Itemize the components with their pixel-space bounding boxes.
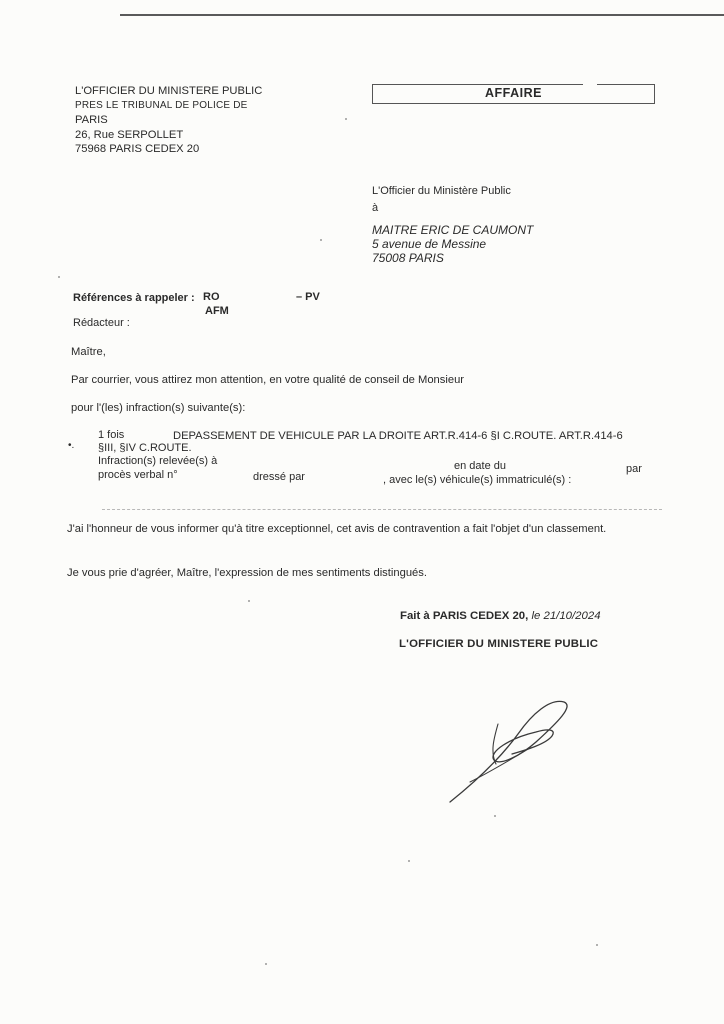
infraction-count: 1 fois [98, 429, 125, 441]
recipient-city: 75008 PARIS [372, 251, 444, 265]
fax-header-line [120, 14, 724, 16]
reference-pv: – PV [296, 291, 320, 303]
references-label [73, 291, 195, 305]
letter-date: 21/10/2024 [543, 610, 601, 622]
scan-speck [58, 276, 60, 278]
from-title-block [372, 183, 511, 217]
sender-line-2: PRES LE TRIBUNAL DE POLICE DE [75, 99, 248, 111]
recipient-address [372, 223, 533, 265]
scan-speck [248, 600, 250, 602]
references-label-text: Références à rappeler : [73, 292, 195, 304]
from-title: L'Officier du Ministère Public [372, 185, 511, 197]
classement-paragraph: J'ai l'honneur de vous informer qu'à titre exceptionnel, cet avis de contravention a fait l'objet d'un classement. [67, 523, 607, 535]
handwritten-signature [440, 690, 600, 810]
infraction-par-label: par [626, 463, 642, 475]
redacteur-label: Rédacteur : [73, 317, 130, 329]
sender-line-3: PARIS [75, 114, 108, 126]
scan-speck [596, 944, 598, 946]
sender-line-1: L'OFFICIER DU MINISTERE PUBLIC [75, 85, 263, 97]
scan-speck [345, 118, 347, 120]
affaire-box [372, 84, 655, 104]
scan-speck [494, 815, 496, 817]
separator-line [102, 509, 662, 510]
to-preposition: à [372, 202, 379, 214]
salutation: Maître, [71, 346, 106, 358]
le-label: le [531, 610, 541, 622]
fait-a-label: Fait à PARIS CEDEX 20, [400, 610, 529, 622]
bullet-marker: •. [68, 440, 75, 451]
infraction-date-label: en date du [454, 460, 506, 472]
closing-formula: Je vous prie d'agréer, Maître, l'expression de mes sentiments distingués. [67, 567, 427, 579]
recipient-name: MAITRE ERIC DE CAUMONT [372, 223, 534, 237]
scan-speck [320, 239, 322, 241]
infractions-intro: pour l'(les) infraction(s) suivante(s): [71, 402, 246, 414]
signer-title: L'OFFICIER DU MINISTERE PUBLIC [399, 638, 599, 650]
proces-verbal-label: procès verbal n° [98, 469, 178, 481]
reference-ro: RO [203, 291, 220, 303]
scan-speck [408, 860, 410, 862]
infraction-releve-label: Infraction(s) relevée(s) à [98, 455, 218, 467]
affaire-label: AFFAIRE [485, 86, 542, 100]
reference-afm: AFM [205, 305, 229, 317]
sender-line-4: 26, Rue SERPOLLET [75, 128, 184, 141]
vehicule-label: , avec le(s) véhicule(s) immatriculé(s) : [383, 474, 572, 486]
sender-address [75, 84, 262, 157]
sender-line-5: 75968 PARIS CEDEX 20 [75, 143, 200, 155]
scan-speck [265, 963, 267, 965]
recipient-street: 5 avenue de Messine [372, 237, 487, 251]
courrier-paragraph: Par courrier, vous attirez mon attention, en votre qualité de conseil de Monsieur [71, 374, 465, 386]
dresse-par-label: dressé par [253, 471, 305, 483]
infraction-description-line-1: DEPASSEMENT DE VEHICULE PAR LA DROITE ART.R.414-6 §I C.ROUTE. ART.R.414-6 [173, 430, 623, 442]
place-and-date [400, 610, 601, 622]
infraction-description-line-2: §III, §IV C.ROUTE. [98, 442, 192, 454]
